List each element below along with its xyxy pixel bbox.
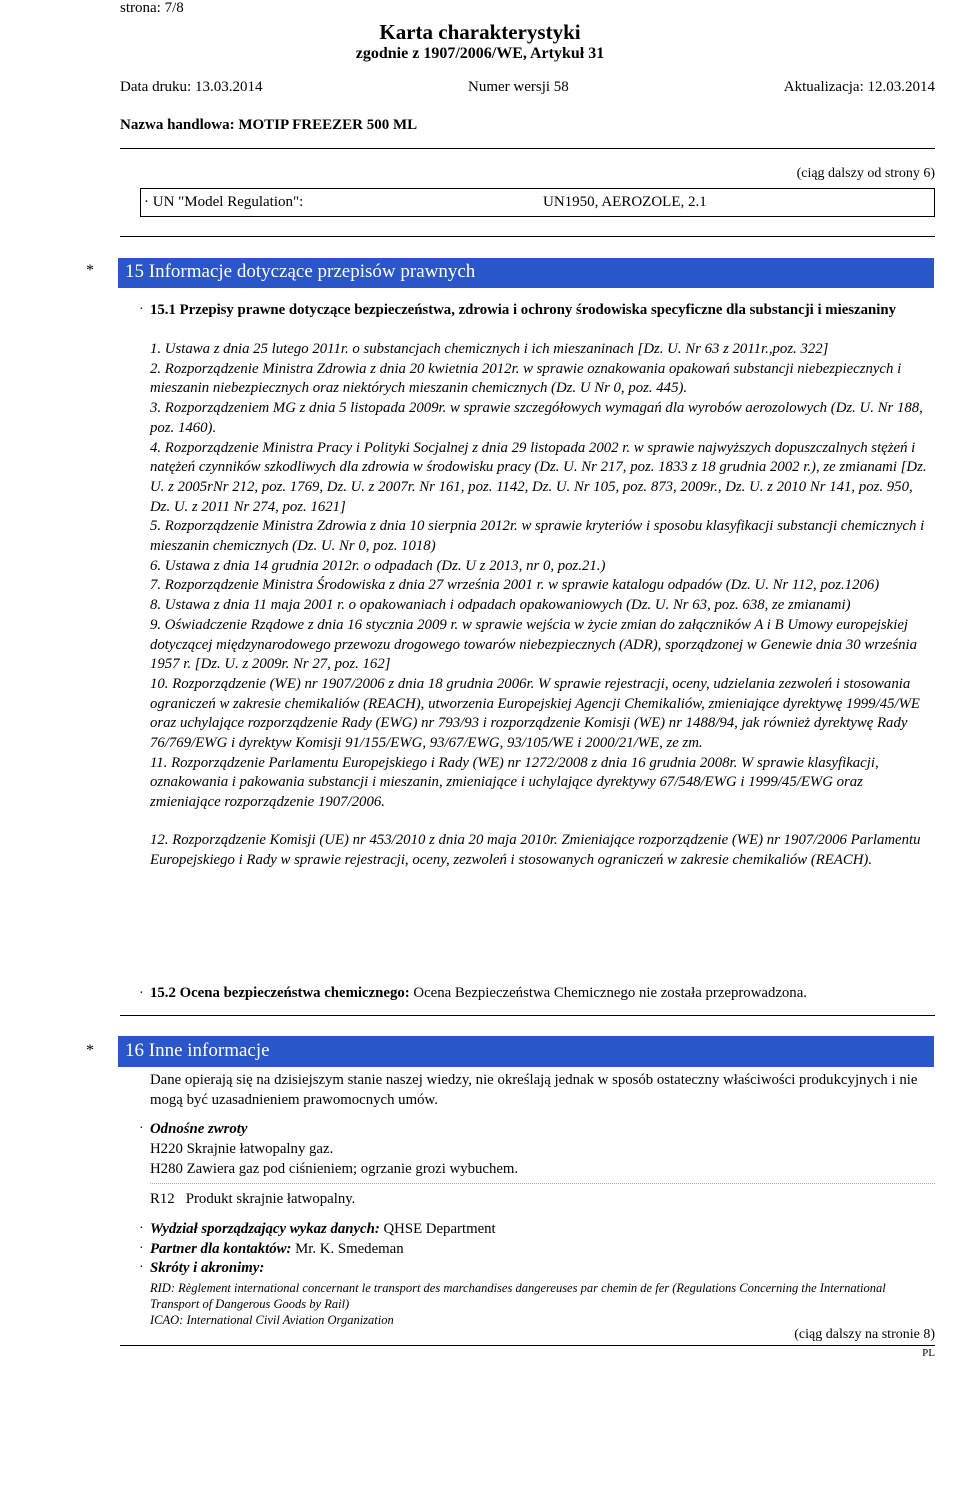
dotted-divider <box>150 1183 935 1184</box>
document-subtitle: zgodnie z 1907/2006/WE, Artykuł 31 <box>355 45 605 62</box>
regulation-item: 9. Oświadczenie Rządowe z dnia 16 stycznia 2009 r. w sprawie wejścia w życie zmian do załączników A i B Umowy europejskiej dotyczącej międzynarodowego przewozu drogowego towarów niebezpiecznych (ADR), sporządzonej w Genewie dnia 30 września 1957 r. [Dz. U. z 2009r. Nr 27, poz. 162] <box>150 616 918 673</box>
regulation-item: 1. Ustawa z dnia 25 lutego 2011r. o substancjach chemicznych i ich mieszaninach [Dz. U. Nr 63 z 2011r.,poz. 322] <box>150 341 829 357</box>
regulation-item: 10. Rozporządzenie (WE) nr 1907/2006 z dnia 18 grudnia 2006r. W sprawie rejestracji, oceny, udzielania zezwoleń i stosowania ograniczeń w zakresie chemikaliów (REACH), utworzenia Europejskiej Agencji Chemikaliów, zmieniające dyrektywę 1999/45/WE oraz uchylające rozporządzenie Rady (EWG) nr 793/93 i rozporządzenie Komisji (WE) nr 1488/94, jak również dyrektywę Rady 76/769/EWG i dyrektyw Komisji 91/155/EWG, 93/67/EWG, 93/105/WE i 2000/21/WE, ze zm. <box>150 675 920 752</box>
r-phrase: R12 Produkt skrajnie łatwopalny. <box>150 1191 356 1207</box>
regulation-item: 7. Rozporządzenie Ministra Środowiska z dnia 27 września 2001 r. w sprawie katalogu odpadów (Dz. U. Nr 112, poz.1206) <box>150 577 880 594</box>
section-15-title: 15 Informacje dotyczące przepisów prawnych <box>125 261 476 282</box>
abbreviation-icao: ICAO: International Civil Aviation Organization <box>150 1313 394 1327</box>
change-marker: * <box>86 262 94 279</box>
bullet-dot: · <box>139 1221 144 1236</box>
contact-row <box>150 1240 935 1260</box>
subsection-15-2-title: 15.2 Ocena bezpieczeństwa chemicznego: <box>150 985 410 1001</box>
abbreviations-label: Skróty i akronimy: <box>150 1260 265 1276</box>
bullet-dot: · <box>139 302 144 317</box>
section-16-header <box>118 1036 934 1067</box>
regulation-item: 3. Rozporządzeniem MG z dnia 5 listopada 2009r. w sprawie szczegółowych wymagań dla wyrobów aerozolowych (Dz. U. Nr 188, poz. 1460). <box>150 400 923 436</box>
continued-from: (ciąg dalszy od strony 6) <box>796 166 935 181</box>
regulation-item: 12. Rozporządzenie Komisji (UE) nr 453/2010 z dnia 20 maja 2010r. Zmieniające rozporządzenie (WE) nr 1907/2006 Parlamentu Europejskiego i Rady w sprawie rejestracji, oceny, zezwoleń i stosowanych ograniczeń w zakresie chemikaliów (REACH). <box>150 831 921 868</box>
un-value: UN1950, AEROZOLE, 2.1 <box>543 194 707 210</box>
regulation-item: 11. Rozporządzenie Parlamentu Europejskiego i Rady (WE) nr 1272/2008 z dnia 16 grudnia 2008r. W sprawie klasyfikacji, oznakowania i pakowania substancji i mieszanin, zmieniające i uchylające dyrektywy 67/548/EWG i 1999/45/EWG oraz zmieniające rozporządzenie 1907/2006. <box>150 754 879 811</box>
page-number: strona: 7/8 <box>120 0 184 16</box>
regulation-item: 6. Ustawa z dnia 14 grudnia 2012r. o odpadach (Dz. U z 2013, nr 0, poz.21.) <box>150 557 606 574</box>
regulation-item: 5. Rozporządzenie Ministra Zdrowia z dnia 10 sierpnia 2012r. w sprawie kryteriów i sposobu klasyfikacji substancji chemicznych i mieszanin chemicznych (Dz. U. Nr 0, poz. 1018) <box>150 518 925 555</box>
update-date: Aktualizacja: 12.03.2014 <box>783 79 935 95</box>
regulations-list <box>150 340 935 870</box>
section-15-header <box>118 258 934 288</box>
department-value: QHSE Department <box>383 1221 496 1237</box>
disclaimer-text: Dane opierają się na dzisiejszym stanie naszej wiedzy, nie określają jednak w sposób ostateczny właściwości produkcyjnych i nie mogą być uzasadnieniem prawomocnych umów. <box>150 1072 918 1108</box>
version-number: Numer wersji 58 <box>468 79 569 95</box>
subsection-15-2-text: Ocena Bezpieczeństwa Chemicznego nie została przeprowadzona. <box>413 985 807 1001</box>
bullet-dot: · <box>139 1260 144 1275</box>
h-phrase: H280 Zawiera gaz pod ciśnieniem; ogrzanie grozi wybuchem. <box>150 1160 519 1177</box>
footer-divider <box>120 1345 935 1346</box>
trade-name: Nazwa handlowa: MOTIP FREEZER 500 ML <box>120 117 418 133</box>
regulation-item: 4. Rozporządzenie Ministra Pracy i Polityki Socjalnej z dnia 29 listopada 2002 r. w sprawie najwyższych dopuszczalnych stężeń i natężeń czynników szkodliwych dla zdrowia w środowisku pracy (Dz. U. Nr 217, poz. 1833 z 18 grudnia 2002 r.), ze zmianami [Dz. U. z 2005rNr 212, poz. 1769, Dz. U. z 2007r. Nr 161, poz. 1142, Dz. U. Nr 105, poz. 873, 2009r., Dz. U. z 2010 Nr 141, poz. 950, Dz. U. z 2011 Nr 274, poz. 1621] <box>150 439 927 515</box>
phrases-list <box>150 1140 935 1179</box>
regulation-item: 8. Ustawa z dnia 11 maja 2001 r. o opakowaniach i odpadach opakowaniowych (Dz. U. Nr 63, poz. 638, ze zmianami) <box>150 597 851 614</box>
subsection-15-2 <box>150 984 935 1004</box>
header-divider <box>120 148 935 149</box>
h-phrase: H220 Skrajnie łatwopalny gaz. <box>150 1141 334 1157</box>
bullet-dot: · <box>139 1241 144 1256</box>
continued-to: (ciąg dalszy na stronie 8) <box>794 1327 935 1342</box>
change-marker: * <box>86 1042 94 1059</box>
un-regulation-box <box>140 188 935 217</box>
regulation-item: 2. Rozporządzenie Ministra Zdrowia z dnia 20 kwietnia 2012r. w sprawie oznakowania opakowań substancji niebezpiecznych i mieszanin niebezpiecznych oraz niektórych mieszanin chemicznych (Dz. U Nr 0, poz. 445). <box>150 360 902 397</box>
department-row <box>150 1220 935 1240</box>
language-code: PL <box>922 1347 935 1359</box>
un-label: · UN "Model Regulation": <box>144 194 304 210</box>
bullet-dot: · <box>139 986 144 1001</box>
section-divider <box>120 1015 935 1016</box>
subsection-15-1-title: 15.1 Przepisy prawne dotyczące bezpieczeństwa, zdrowia i ochrony środowiska specyficzne dla substancji i mieszaniny <box>150 302 896 318</box>
header-meta-row <box>120 79 935 97</box>
relevant-phrases-label: Odnośne zwroty <box>150 1121 248 1137</box>
section-divider <box>120 236 935 237</box>
bullet-dot: · <box>139 1121 144 1136</box>
document-title: Karta charakterystyki <box>379 20 581 44</box>
section-16-title: 16 Inne informacje <box>125 1040 270 1061</box>
contact-label: Partner dla kontaktów: <box>150 1241 292 1257</box>
abbreviation-rid: RID: Règlement international concernant le transport des marchandises dangereuses par chemin de fer (Regulations Concerning the International Transport of Dangerous Goods by Rail) <box>150 1281 886 1311</box>
contact-value: Mr. K. Smedeman <box>295 1241 404 1257</box>
print-date: Data druku: 13.03.2014 <box>120 79 263 95</box>
department-label: Wydział sporządzający wykaz danych: <box>150 1221 380 1237</box>
